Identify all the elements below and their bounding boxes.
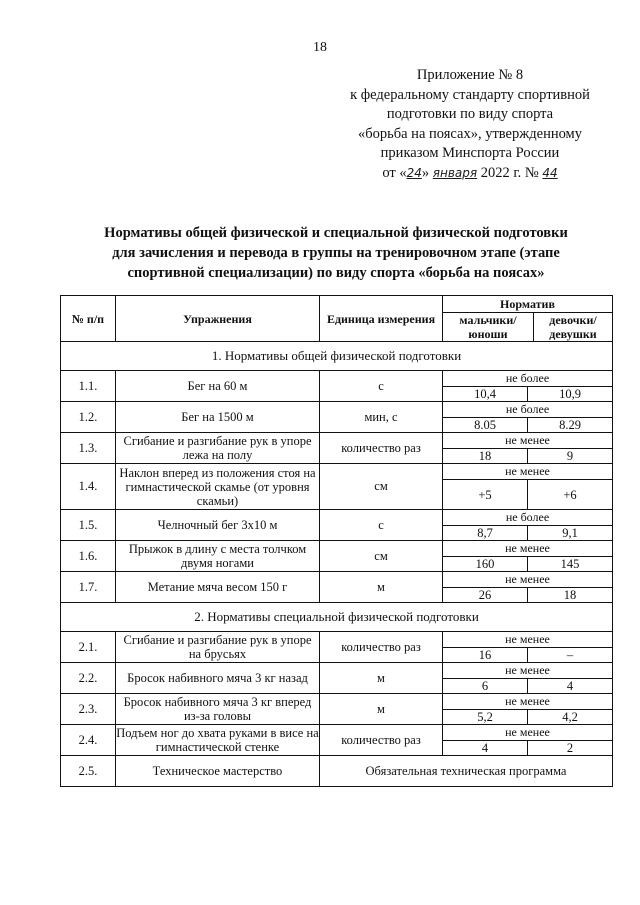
row-condition: не более — [443, 371, 612, 387]
row-condition: не более — [443, 402, 612, 418]
row-unit: с — [320, 371, 443, 402]
row-boys-value: 10,4 — [443, 387, 528, 401]
row-girls-value: 10,9 — [559, 387, 581, 401]
row-boys-value: 26 — [443, 588, 528, 602]
row-exercise: Бег на 1500 м — [116, 402, 320, 433]
appendix-line-1: Приложение № 8 — [416, 67, 524, 83]
row-boys-value: 4 — [443, 741, 528, 755]
row-girls-value: 9 — [566, 449, 574, 463]
row-num: 1.7. — [61, 572, 116, 603]
appendix-date-line — [334, 164, 606, 184]
row-unit: м — [320, 663, 443, 694]
table-row — [61, 756, 613, 787]
header-num: № п/п — [61, 296, 116, 342]
table-row — [61, 632, 613, 663]
appendix-line-2: к федеральному стандарту спортивной — [350, 86, 590, 103]
row-boys-value: +5 — [443, 480, 528, 509]
row-condition: не менее — [443, 632, 612, 648]
table-row — [61, 402, 613, 433]
row-girls-value: 2 — [566, 741, 574, 755]
row-condition: не менее — [443, 541, 612, 557]
row-condition: не менее — [443, 694, 612, 710]
row-boys-value: 6 — [443, 679, 528, 693]
header-boys: мальчики/ юноши — [443, 313, 534, 342]
row-condition: не менее — [443, 464, 612, 480]
table-row — [61, 464, 613, 510]
page-number: 18 — [313, 40, 327, 55]
row-boys-value: 5,2 — [443, 710, 528, 724]
row-girls-value: 18 — [563, 588, 577, 602]
row-exercise: Наклон вперед из положения стоя на гимнастической скамье (от уровня скамьи) — [116, 464, 320, 510]
row-condition: не менее — [443, 663, 612, 679]
row-condition: не менее — [443, 725, 612, 741]
row-unit: с — [320, 510, 443, 541]
row-unit: количество раз — [320, 725, 443, 756]
row-girls-value: 8.29 — [559, 418, 581, 432]
row-num: 2.1. — [61, 632, 116, 663]
date-prefix: от « — [382, 164, 407, 181]
row-num: 1.1. — [61, 371, 116, 402]
row-exercise: Сгибание и разгибание рук в упоре лежа на полу — [116, 433, 320, 464]
row-unit: см — [320, 541, 443, 572]
row-num: 2.4. — [61, 725, 116, 756]
row-exercise: Подъем ног до хвата руками в висе на гимнастической стенке — [116, 726, 319, 754]
row-condition: не менее — [443, 433, 612, 449]
title-line-1: Нормативы общей физической и специальной физической подготовки — [104, 225, 568, 241]
row-unit: м — [320, 694, 443, 725]
row-exercise: Бросок набивного мяча 3 кг назад — [116, 663, 320, 694]
row-num: 1.5. — [61, 510, 116, 541]
row-num: 1.3. — [61, 433, 116, 464]
table-row — [61, 510, 613, 541]
row-boys-value: 16 — [443, 648, 528, 662]
document-title — [86, 223, 586, 283]
date-mid: » — [421, 164, 430, 181]
date-number-handwritten: 44 — [542, 165, 558, 180]
table-row — [61, 371, 613, 402]
row-exercise: Техническое мастерство — [116, 756, 320, 787]
row-girls-value: 9,1 — [562, 526, 578, 540]
norms-table — [60, 295, 613, 787]
date-day-handwritten: 24 — [406, 165, 422, 180]
row-program: Обязательная техническая программа — [320, 756, 613, 787]
table-row — [61, 663, 613, 694]
row-condition: не более — [443, 510, 612, 526]
section-2-title: 2. Нормативы специальной физической подготовки — [61, 603, 613, 632]
title-line-2: для зачисления и перевода в группы на тренировочном этапе (этапе — [112, 245, 560, 261]
row-unit: м — [320, 572, 443, 603]
row-girls-value: – — [566, 648, 574, 662]
header-girls: девочки/ девушки — [534, 313, 613, 342]
row-boys-value: 160 — [443, 557, 528, 571]
row-boys-value: 8.05 — [443, 418, 528, 432]
date-year: 2022 г. № — [480, 164, 539, 181]
row-num: 1.2. — [61, 402, 116, 433]
row-num: 2.2. — [61, 663, 116, 694]
row-exercise: Челночный бег 3х10 м — [116, 510, 320, 541]
title-line-3: спортивной специализации) по виду спорта «борьба на поясах» — [127, 265, 545, 281]
row-num: 1.4. — [61, 464, 116, 510]
row-num: 1.6. — [61, 541, 116, 572]
appendix-line-4: «борьба на поясах», утвержденному — [358, 125, 582, 142]
header-exercise: Упражнения — [116, 296, 320, 342]
row-num: 2.3. — [61, 694, 116, 725]
table-row — [61, 433, 613, 464]
row-num: 2.5. — [61, 756, 116, 787]
row-condition: не менее — [443, 572, 612, 588]
row-girls-value: 4,2 — [562, 710, 578, 724]
table-row — [61, 541, 613, 572]
row-unit: количество раз — [320, 632, 443, 663]
row-exercise: Метание мяча весом 150 г — [116, 572, 320, 603]
header-unit: Единица измерения — [320, 296, 443, 342]
row-exercise: Прыжок в длину с места толчком двумя ногами — [116, 541, 320, 572]
row-exercise: Сгибание и разгибание рук в упоре на брусьях — [116, 632, 320, 663]
header-norm: Норматив — [443, 296, 613, 313]
appendix-line-5: приказом Минспорта России — [380, 145, 560, 161]
row-unit: см — [320, 464, 443, 510]
row-boys-value: 8,7 — [443, 526, 528, 540]
appendix-block — [334, 66, 606, 183]
row-girls-value: 4 — [566, 679, 574, 693]
row-girls-value: +6 — [563, 487, 577, 502]
section-1-title: 1. Нормативы общей физической подготовки — [61, 342, 613, 371]
table-row — [61, 572, 613, 603]
row-boys-value: 18 — [443, 449, 528, 463]
table-row — [61, 694, 613, 725]
table-row — [61, 725, 613, 756]
row-unit: мин, с — [320, 402, 443, 433]
date-month-handwritten: января — [432, 165, 478, 180]
row-unit: количество раз — [320, 433, 443, 464]
row-exercise: Бег на 60 м — [116, 371, 320, 402]
row-exercise: Бросок набивного мяча 3 кг вперед из-за головы — [116, 694, 320, 725]
row-girls-value: 145 — [560, 557, 580, 571]
appendix-line-3: подготовки по виду спорта — [386, 106, 554, 122]
